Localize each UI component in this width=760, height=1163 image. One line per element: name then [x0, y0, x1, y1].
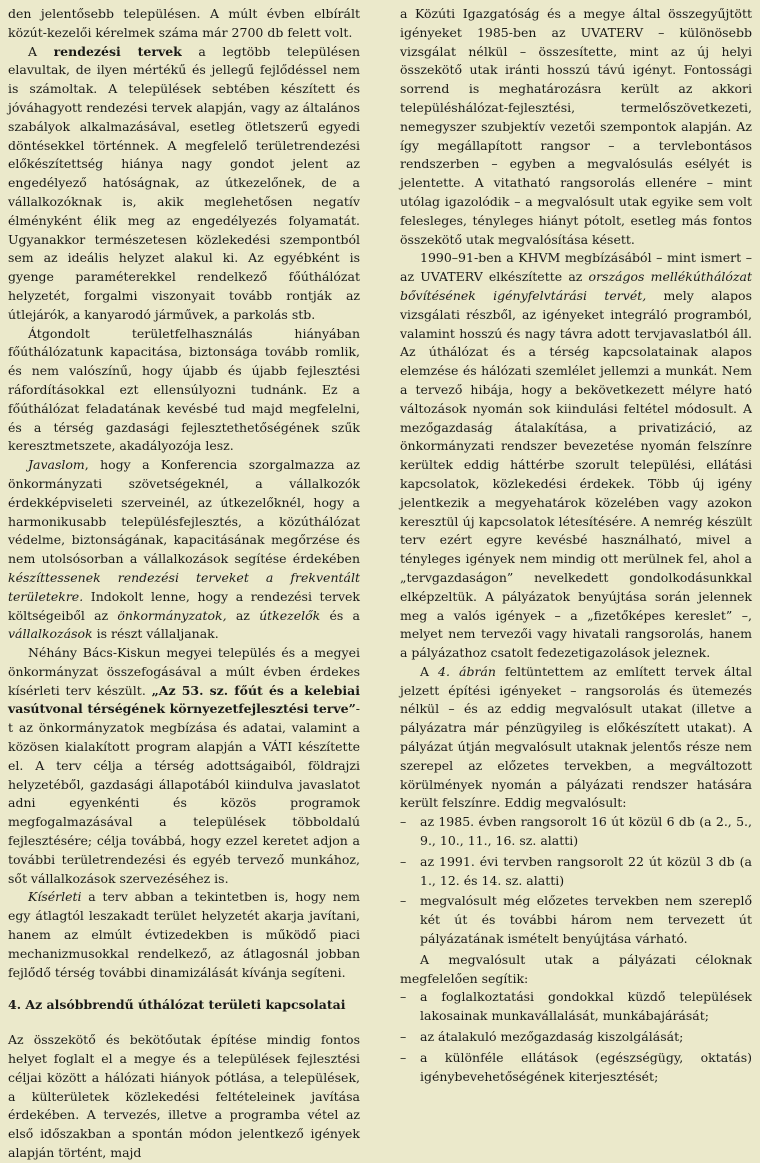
- paragraph: [8, 456, 360, 644]
- italic-run: 4. ábrán: [438, 663, 496, 679]
- paragraph: [8, 888, 360, 982]
- text-run: Átgondolt területfelhasználás hiányában főúthálózatunk kapacitása, biztonsága tovább romlik, és nem valószínű, hogy újabb és újabb fejlesztési ráfordításokkal ezt ellensúlyozni tudnánk. Ez a főúthálózat feladatának kevésbé tud majd megfelelni, és a térség gazdasági fejlesztethetőségének szűk keresztmetszete, akadályozója lesz.: [8, 325, 360, 454]
- list-item-text: az 1985. évben rangsorolt 16 út közül 6 db (a 2., 5., 9., 10., 11., 16. sz. alatti): [420, 814, 752, 849]
- left-column: [8, 5, 360, 1163]
- text-run: den jelentősebb településen. A múlt évben elbírált közút-kezelői kérelmek száma már 2700 db felett volt.: [8, 6, 360, 40]
- bold-run: rendezési tervek: [53, 43, 182, 59]
- dash-bullet: –: [400, 1029, 407, 1045]
- paragraph: [8, 5, 360, 43]
- text-run: A megvalósult utak a pályázati céloknak megfelelően segítik:: [400, 951, 752, 986]
- text-run: és a: [320, 607, 360, 623]
- text-run: a Közúti Igazgatóság és a megye által összegyűjtött igényeket 1985-ben az UVATERV – különösebb vizsgálat nélkül – összesítette, mint az új helyi összekötő utak iránti hosszú távú igényt. Fontossági sorrend is meghatározásra került az akkori településhálózat-fejlesztési, termelőszövetkezeti, nemegyszer szubjektív vezetői szempontok alapján. Az így megállapított rangsor – a tervlebontásos rendszerben – egyben a megvalósulás esélyét is jelentette. A vitatható rangsorolás ellenére – mint utólag igazolódik – a megvalósult utak egyike sem volt felesleges, tényleges hiányt pótolt, esetleg más fontos összekötő utak megvalósítása késett.: [400, 6, 752, 247]
- paragraph: [400, 663, 752, 813]
- italic-run: útkezelők: [259, 607, 321, 623]
- text-run: A: [28, 43, 54, 59]
- italic-run: készíttessenek rendezési terveket a frekventált területekre.: [8, 569, 360, 604]
- text-run: is részt vállaljanak.: [92, 626, 219, 642]
- paragraph: [8, 325, 360, 457]
- italic-run: Kísérleti: [28, 889, 82, 905]
- italic-run: Javaslom: [28, 457, 85, 473]
- text-run: -t az önkormányzatok megbízása és adatai, valamint a közösen kialakított program alapján a VÁTI készítette el. A terv célja a térség adottságaiból, földrajzi helyzetéből, gazdasági állapotából kiindulva javaslatot adni egyenkénti és közös programok megfogalmazásával a települések többoldalú fejlesztésére; célja továbbá, hogy ezzel keretet adjon a további területrendezési és egyéb tervező munkához, sőt vállalkozások szervezéséhez is.: [8, 701, 360, 886]
- text-run: feltüntettem az említett tervek által jelzett építési igényeket – rangsorolás és ütemezés nélkül – és az eddig megvalósult utakat (illetve a pályázatra már pénzügyileg is előkészített utakat). A pályázat útján megvalósult utaknak jelentős része nem szerepel az előzetes tervekben, a megváltozott körülmények nyomán a pályázati rendszer hatására került felszínre. Eddig megvalósult:: [400, 663, 752, 811]
- dash-list: [400, 988, 752, 1086]
- list-item-text: az átalakuló mezőgazdaság kiszolgálását;: [420, 1029, 684, 1045]
- list-item: [400, 1028, 752, 1047]
- italic-run: önkormányzatok,: [117, 607, 227, 623]
- paragraph: [400, 5, 752, 249]
- text-run: a legtöbb településen elavultak, de ilyen mértékű és jellegű fejlődéssel nem is számoltak. A települések sebtében készített és jóváhagyott rendezési tervek alapján, vagy az általános szabályok alkalmazásával, esetleg ötletszerű egyedi döntésekkel történnek. A megfelelő területrendezési előkészítettség hiánya nagy gondot jelent az engedélyező hatóságnak, az útkezelőnek, de a vállalkozóknak is, akik meglehetősen negatív élményként élik meg az engedélyezés folyamatát. Ugyanakkor természetesen közlekedési szempontból sem az ideális helyzet alakul ki. Az egyébként is gyenge paraméterekkel rendelkező főúthálózat helyzetét, forgalmi viszonyait tovább rontják az útlejárók, a kanyarodó járművek, a parkolás stb.: [8, 43, 360, 322]
- text-run: Indokolt lenne, hogy a rendezési tervek költségeiből az: [8, 588, 360, 623]
- list-item: [400, 813, 752, 851]
- list-item: [400, 1049, 752, 1087]
- paragraph: [400, 951, 752, 989]
- dash-bullet: –: [400, 1049, 407, 1065]
- list-item-text: a különféle ellátások (egészségügy, oktatás) igénybevehetőségének kiterjesztését;: [420, 1049, 752, 1084]
- paragraph: [8, 43, 360, 325]
- list-item-text: megvalósult még előzetes tervekben nem szereplő két út és további három nem tervezett út pályázatának ismételt benyújtása várható.: [420, 893, 752, 947]
- right-column: [400, 5, 752, 1088]
- list-item-text: az 1991. évi tervben rangsorolt 22 út közül 3 db (a 1., 12. és 14. sz. alatti): [420, 853, 752, 888]
- text-run: a terv abban a tekintetben is, hogy nem egy átlagtól leszakadt terület helyzetét akarja javítani, hanem az elmúlt évtizedekben is működő piaci mechanizmusokkal rendelkező, az átlagosnál jobban fejlődő térség további dinamizálását kívánja segíteni.: [8, 889, 360, 980]
- text-run: az: [226, 607, 260, 623]
- text-run: 4. Az alsóbbrendű úthálózat területi kapcsolatai: [8, 997, 346, 1013]
- list-item: [400, 892, 752, 948]
- dash-bullet: –: [400, 989, 407, 1005]
- bold-run: „Az 53. sz. főút és a kelebiai vasútvonal térségének környezetfejlesztési terve”: [8, 682, 360, 717]
- dash-list: [400, 813, 752, 949]
- paragraph: [400, 249, 752, 663]
- list-item: [400, 853, 752, 891]
- paragraph: [8, 644, 360, 888]
- text-run: mely alapos vizsgálati részből, az igényeket integráló programból, valamint hosszú és nagy távra adott tervjavaslatból áll. Az úthálózat és a térség kapcsolatainak alapos elemzése és hálózati szemlélet jellemzi a munkát. Nem a tervező hibája, hogy a bekövetkezett mélyre ható változások nyomán sok kiindulási feltétel módosult. A mezőgazdaság átalakítása, a privatizáció, az önkormányzati rendszer bevezetése nyomán felszínre kerültek eddig háttérbe szorult települési, ellátási kapcsolatok, közlekedési érdekek. Több új igény jelentkezik a megyehatárok közelében vagy azokon keresztül új kapcsolatok létesítésére. A nemrég készült terv ezért egyre kevésbé használható, mivel a tényleges igények nem mindig ott merülnek fel, ahol a „tervgazdaságon” nevelkedett gondolkodásunkkal elképzeltük. A pályázatok benyújtása során jelennek meg a valós igények – a „fizetőképes kereslet” –, melyet nem tervezői vagy hivatali rangsorolás, hanem a pályázathoz csatolt fedezetigazolások jeleznek.: [400, 287, 752, 661]
- text-run: A: [420, 663, 439, 679]
- text-run: 1990–91-ben a KHVM megbízásából – mint ismert – az UVATERV elkészítette az: [400, 250, 752, 285]
- dash-bullet: –: [400, 814, 407, 830]
- dash-bullet: –: [400, 893, 407, 909]
- text-run: Néhány Bács-Kiskun megyei település és a megyei önkormányzat összefogásával a múlt évben érdekes kísérleti terv készült.: [8, 645, 360, 698]
- list-item: [400, 988, 752, 1026]
- text-run: , hogy a Konferencia szorgalmazza az önkormányzati szövetségeknél, a vállalkozók érdekképviseleti szerveinél, az útkezelőknél, hogy a harmonikusabb településfejlesztés, a közúthálózat védelme, biztonságának, kapacitásának megőrzése és nem utolsósorban a vállalkozások segítése érdekében: [8, 457, 360, 567]
- paragraph: [8, 1031, 360, 1163]
- section-heading: [8, 996, 360, 1015]
- italic-run: vállalkozások: [8, 626, 93, 642]
- italic-run: országos mellékúthálózat bővítésének igényfelvtárási tervét,: [400, 269, 753, 303]
- text-run: Az összekötő és bekötőutak építése mindig fontos helyet foglalt el a megye és a települések fejlesztési céljai között a hálózati hiányok pótlása, a települések, a külterületek közlekedési feltételeinek javítása érdekében. A tervezés, illetve a programba vétel az első időszakban a spontán módon jelentkező igények alapján történt, majd: [8, 1032, 360, 1161]
- dash-bullet: –: [400, 853, 407, 869]
- list-item-text: a foglalkoztatási gondokkal küzdő települések lakosainak munkavállalását, munkábajárását;: [420, 989, 752, 1024]
